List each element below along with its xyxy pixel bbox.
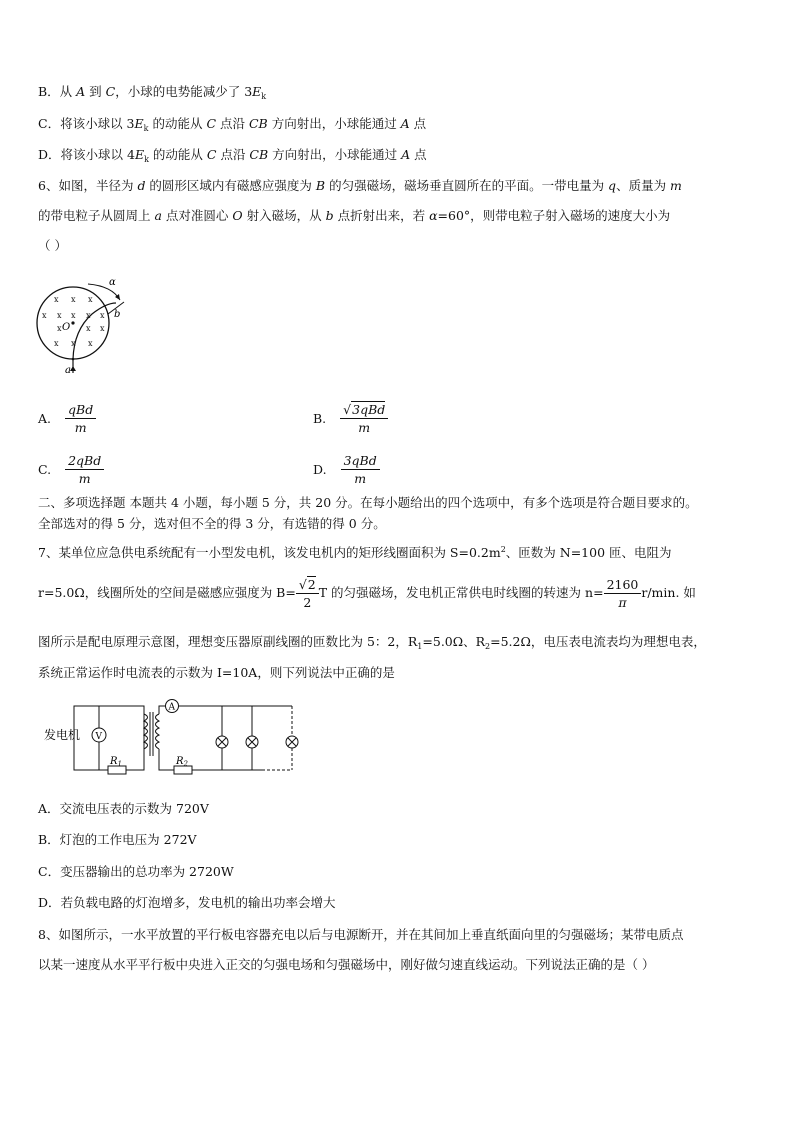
label-b: b [114,309,121,320]
q5-option-c: C．将该小球以 $3E_k$ 的动能从 C 点沿 CB 方向射出，小球能通过 A 点 [38,116,427,133]
svg-text:x: x [71,311,76,320]
label-a: a [65,365,71,376]
q6-answer-paren: （ ） [38,238,67,253]
q5-option-d: D．将该小球以 $4E_k$ 的动能从 C 点沿 CB 方向射出，小球能通过 A 点 [38,147,427,164]
q6-stem-line1: 6、如图，半径为 d 的圆形区域内有磁感应强度为 B 的匀强磁场，磁场垂直圆所在的平面。一带电量为 q、质量为 m [38,178,682,193]
svg-text:R1: $R_1$ [110,756,122,768]
svg-text:R2: $R_2$ [176,756,188,768]
q7-option-b: B．灯泡的工作电压为 272V [38,832,197,847]
svg-text:x: x [88,339,93,348]
svg-text:V: V [95,732,102,742]
svg-text:x: x [54,339,59,348]
q7-stem-line4: 系统正常运作时电流表的示数为 I=10A，则下列说法中正确的是 [38,665,395,680]
svg-text:x: x [86,324,91,333]
q7-option-d: D．若负载电路的灯泡增多，发电机的输出功率会增大 [38,895,336,910]
q7-option-c: C．变压器输出的总功率为 2720W [38,864,234,879]
q7-stem-line1: 7、某单位应急供电系统配有一小型发电机，该发电机内的矩形线圈面积为 $S=0.2m^2$、匝数为 N=100 匝、电阻为 [38,545,672,560]
particle-path [73,303,116,373]
q6-option-c: C. $\frac{\text{2qBd}}{m}$ [38,453,104,486]
point-a [72,358,75,361]
q8-stem-line1: 8、如图所示，一水平放置的平行板电容器充电以后与电源断开，并在其间加上垂直纸面向里的匀强磁场；某带电质点 [38,927,684,942]
svg-text:x: x [88,295,93,304]
q6-stem-line2: 的带电粒子从圆周上 a 点对准圆心 O 射入磁场，从 b 点折射出来，若 α=60°，则带电粒子射入磁场的速度大小为 [38,208,671,223]
lamps [216,736,298,748]
q6-option-b: B. $\frac{\text{√3qBd}}{m}$ [313,402,388,435]
svg-text:x: x [100,311,105,320]
svg-text:x: x [86,311,91,320]
q5-option-b: B．从 A 到 C，小球的电势能减少了 $3E_k$ [38,84,267,101]
q7-circuit-diagram [44,698,304,780]
svg-text:x: x [42,311,47,320]
q7-stem-line2: r=5.0Ω，线圈所处的空间是磁感应强度为 B= $\frac{√2}{2}$ T 的匀强磁场，发电机正常供电时线圈的转速为 n= $\frac{2160}{\pi}$ r/min. 如 [38,577,696,610]
label-alpha: α [109,277,116,288]
svg-text:x: x [100,324,105,333]
svg-text:x: x [71,295,76,304]
svg-text:x: x [71,339,76,348]
q8-stem-line2: 以某一速度从水平平行板中央进入正交的匀强电场和匀强磁场中，刚好做匀速直线运动。下列说法正确的是（ ） [38,957,655,972]
center-point [71,321,74,324]
label-O: O [62,322,71,333]
q7-stem-line3: 图所示是配电原理示意图，理想变压器原副线圈的匝数比为 5：2，$R_1=5.0\Omega$、$R_2=5.2\Omega$，电压表电流表均为理想电表， [38,634,706,651]
section-2-heading: 二、多项选择题 本题共 4 小题，每小题 5 分，共 20 分。在每小题给出的四个选项中，有多个选项是符合题目要求的。 [38,495,698,510]
svg-text:x: x [57,324,62,333]
generator-label: 发电机 [44,728,81,742]
q7-option-a: A．交流电压表的示数为 720V [38,801,209,816]
svg-text:x: x [57,311,62,320]
svg-text:x: x [54,295,59,304]
q6-option-d: D. $\frac{\text{3qBd}}{m}$ [313,453,380,486]
svg-text:A: A [168,702,175,713]
q6-magnetic-field-figure [30,270,135,382]
section-2-scoring: 全部选对的得 5 分，选对但不全的得 3 分，有选错的得 0 分。 [38,516,386,531]
q6-option-a: A. $\frac{\text{qBd}}{m}$ [38,402,96,435]
